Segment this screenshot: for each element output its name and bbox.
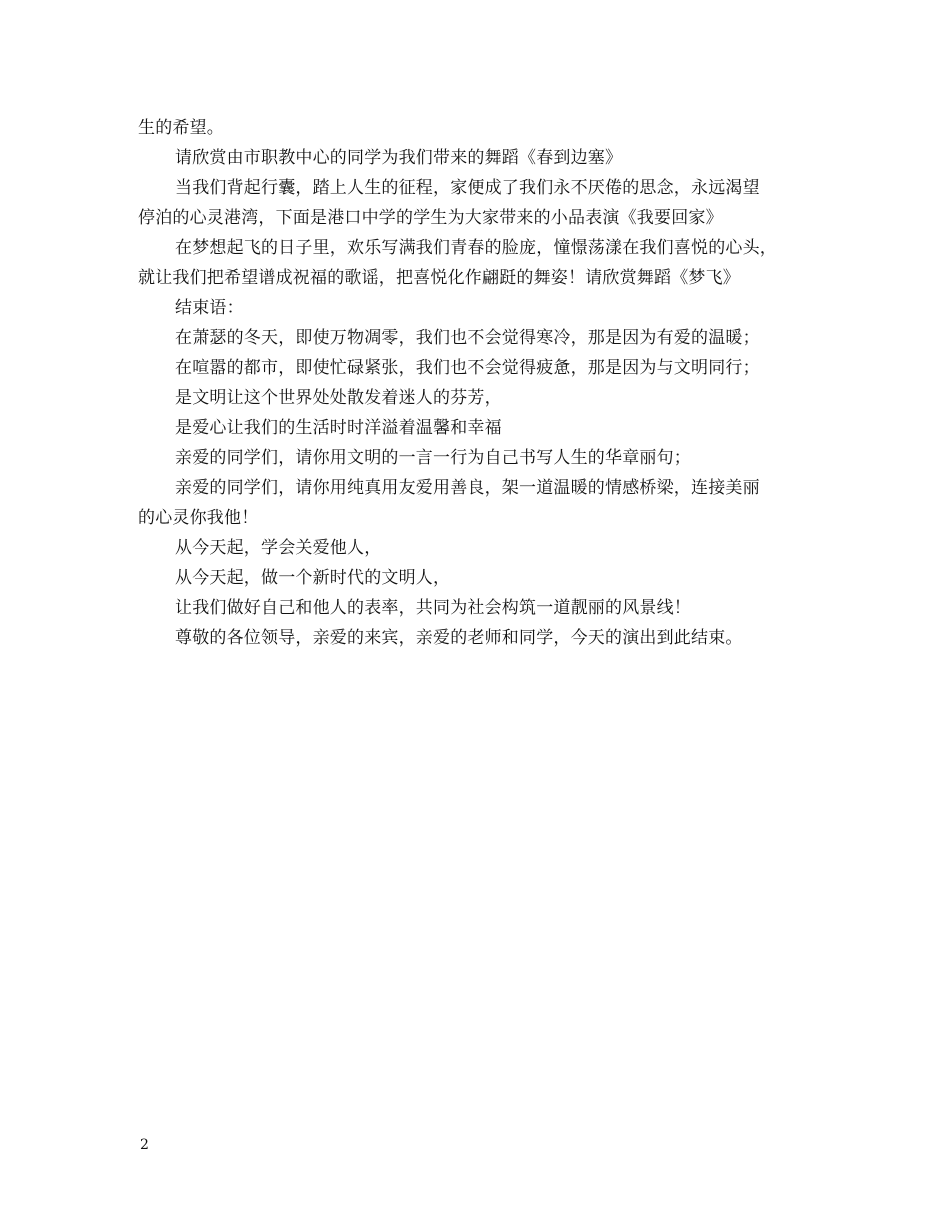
text-line: 是爱心让我们的生活时时洋溢着温馨和幸福: [175, 418, 502, 438]
text-line: 在萧瑟的冬天，即使万物凋零，我们也不会觉得寒冷，那是因为有爱的温暖；: [175, 328, 760, 348]
text-line: 生的希望。: [138, 118, 224, 138]
text-line: 在喧嚣的都市，即使忙碌紧张，我们也不会觉得疲惫，那是因为与文明同行；: [175, 358, 760, 378]
text-line: 从今天起，学会关爱他人，: [175, 538, 382, 558]
text-line: 亲爱的同学们，请你用纯真用友爱用善良，架一道温暖的情感桥梁，连接美丽: [175, 478, 760, 498]
text-line: 当我们背起行囊，踏上人生的征程，家便成了我们永不厌倦的思念，永远渴望: [175, 178, 760, 198]
text-line: 结束语：: [175, 298, 244, 318]
text-line: 的心灵你我他！: [138, 508, 259, 528]
text-line: 尊敬的各位领导，亲爱的来宾，亲爱的老师和同学，今天的演出到此结束。: [175, 628, 743, 648]
text-line: 是文明让这个世界处处散发着迷人的芬芳，: [175, 388, 502, 408]
text-line: 让我们做好自己和他人的表率，共同为社会构筑一道靓丽的风景线！: [175, 598, 691, 618]
text-line: 就让我们把希望谱成祝福的歌谣，把喜悦化作翩跹的舞姿！请欣赏舞蹈《梦飞》: [138, 268, 740, 288]
text-line: 从今天起，做一个新时代的文明人，: [175, 568, 451, 588]
page-number: 2: [140, 1137, 149, 1153]
text-line: 请欣赏由市职教中心的同学为我们带来的舞蹈《春到边塞》: [175, 148, 623, 168]
text-line: 在梦想起飞的日子里，欢乐写满我们青春的脸庞，憧憬荡漾在我们喜悦的心头，: [175, 238, 777, 258]
text-line: 亲爱的同学们，请你用文明的一言一行为自己书写人生的华章丽句；: [175, 448, 691, 468]
document-body: [138, 113, 828, 653]
text-line: 停泊的心灵港湾，下面是港口中学的学生为大家带来的小品表演《我要回家》: [138, 208, 723, 228]
